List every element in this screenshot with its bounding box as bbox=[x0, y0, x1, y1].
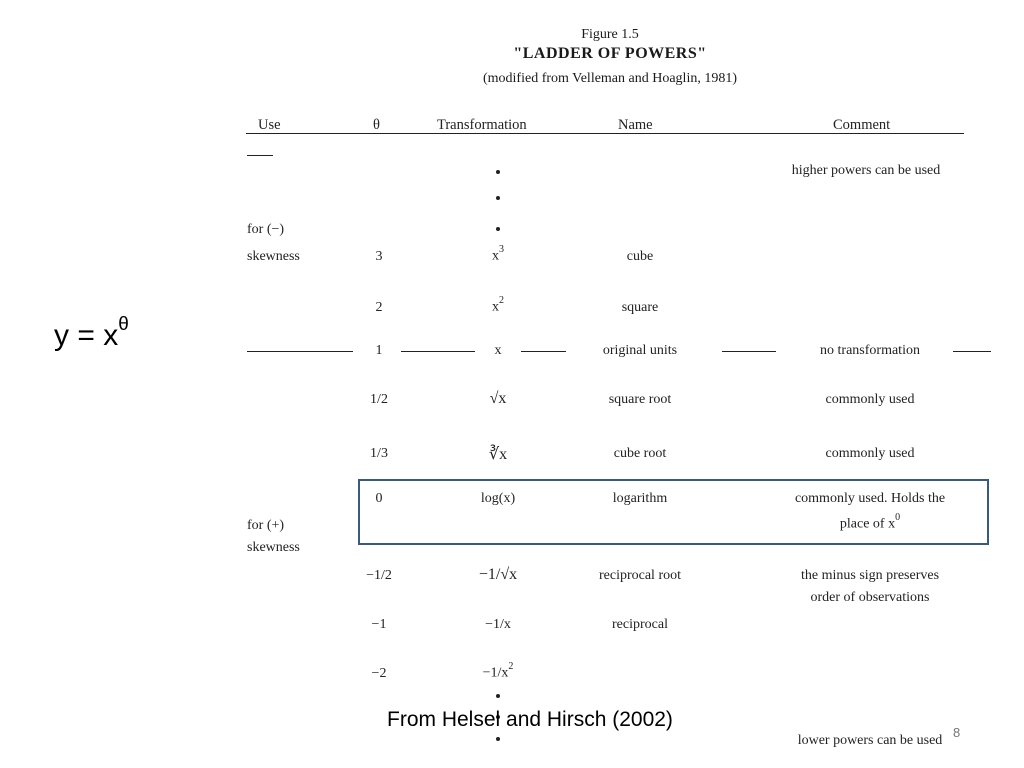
name-cell: cube bbox=[626, 249, 654, 264]
name-cell: cube root bbox=[613, 446, 667, 461]
page-number: 8 bbox=[953, 725, 961, 740]
transformation-cell bbox=[483, 663, 514, 682]
theta-value: 3 bbox=[375, 249, 383, 264]
theta-value: 1 bbox=[375, 343, 383, 358]
transformation-text: x bbox=[492, 299, 499, 315]
transformation-cell: ∛x bbox=[488, 446, 508, 463]
theta-value: −2 bbox=[371, 666, 387, 681]
theta-value: 1/3 bbox=[370, 446, 388, 461]
column-header-name: Name bbox=[618, 117, 653, 133]
source-caption: From Helsel and Hirsch (2002) bbox=[387, 708, 673, 731]
ellipsis-dot bbox=[496, 196, 500, 200]
name-cell: logarithm bbox=[612, 491, 668, 506]
comment-line-2: order of observations bbox=[810, 590, 930, 605]
use-positive-skewness: skewness bbox=[247, 540, 300, 555]
divider-line bbox=[722, 351, 776, 352]
theta-value: −1 bbox=[371, 617, 387, 632]
divider-line bbox=[247, 351, 353, 352]
figure-title: "LADDER OF POWERS" bbox=[513, 45, 707, 62]
column-header-theta: θ bbox=[373, 117, 380, 133]
comment-line-1: commonly used. Holds the bbox=[794, 491, 946, 506]
transformation-superscript: 2 bbox=[508, 661, 514, 672]
transformation-cell bbox=[492, 297, 504, 316]
header-underline bbox=[246, 133, 964, 134]
theta-value: −1/2 bbox=[366, 568, 392, 583]
use-positive-label: for (+) bbox=[247, 518, 285, 533]
comment-lower-powers: lower powers can be used bbox=[797, 733, 943, 748]
column-header-transformation: Transformation bbox=[437, 117, 527, 133]
comment-line-1: the minus sign preserves bbox=[800, 568, 940, 583]
comment-cell: commonly used bbox=[825, 392, 915, 407]
figure-label: Figure 1.5 bbox=[581, 27, 639, 42]
transformation-cell: √x bbox=[489, 390, 507, 407]
comment-line-2 bbox=[840, 514, 900, 533]
theta-value: 1/2 bbox=[370, 392, 388, 407]
transformation-superscript: 2 bbox=[499, 295, 504, 306]
comment-higher-powers: higher powers can be used bbox=[791, 163, 941, 178]
theta-value: 0 bbox=[375, 491, 383, 506]
name-cell: square bbox=[621, 300, 659, 315]
comment-text: place of x bbox=[839, 516, 896, 532]
transformation-cell: −1/x bbox=[485, 617, 511, 632]
formula-exponent: θ bbox=[118, 314, 129, 335]
use-negative-skewness: skewness bbox=[247, 249, 300, 264]
figure-subtitle: (modified from Velleman and Hoaglin, 1981) bbox=[482, 71, 738, 86]
theta-value: 2 bbox=[375, 300, 383, 315]
name-cell: square root bbox=[608, 392, 672, 407]
use-negative-label: for (−) bbox=[247, 222, 285, 237]
comment-superscript: 0 bbox=[895, 512, 901, 523]
ellipsis-dot bbox=[496, 694, 500, 698]
comment-cell: commonly used bbox=[825, 446, 915, 461]
transformation-cell bbox=[492, 246, 504, 265]
transformation-text: −1/x bbox=[482, 665, 509, 681]
comment-cell: no transformation bbox=[820, 343, 920, 358]
use-top-dash bbox=[247, 155, 273, 156]
ellipsis-dot bbox=[496, 170, 500, 174]
transformation-cell: −1/√x bbox=[478, 566, 518, 583]
divider-line bbox=[401, 351, 475, 352]
ellipsis-dot bbox=[496, 737, 500, 741]
transformation-cell: log(x) bbox=[480, 491, 516, 506]
transformation-text: x bbox=[492, 248, 499, 264]
formula-base: y = x bbox=[54, 319, 119, 352]
power-formula bbox=[54, 314, 129, 353]
ellipsis-dot bbox=[496, 227, 500, 231]
name-cell: reciprocal root bbox=[598, 568, 682, 583]
divider-line bbox=[953, 351, 991, 352]
transformation-cell: x bbox=[494, 343, 502, 358]
transformation-superscript: 3 bbox=[499, 244, 504, 255]
name-cell: reciprocal bbox=[612, 617, 668, 632]
name-cell: original units bbox=[602, 343, 678, 358]
column-header-comment: Comment bbox=[833, 117, 891, 133]
column-header-use: Use bbox=[258, 117, 281, 133]
divider-line bbox=[521, 351, 566, 352]
